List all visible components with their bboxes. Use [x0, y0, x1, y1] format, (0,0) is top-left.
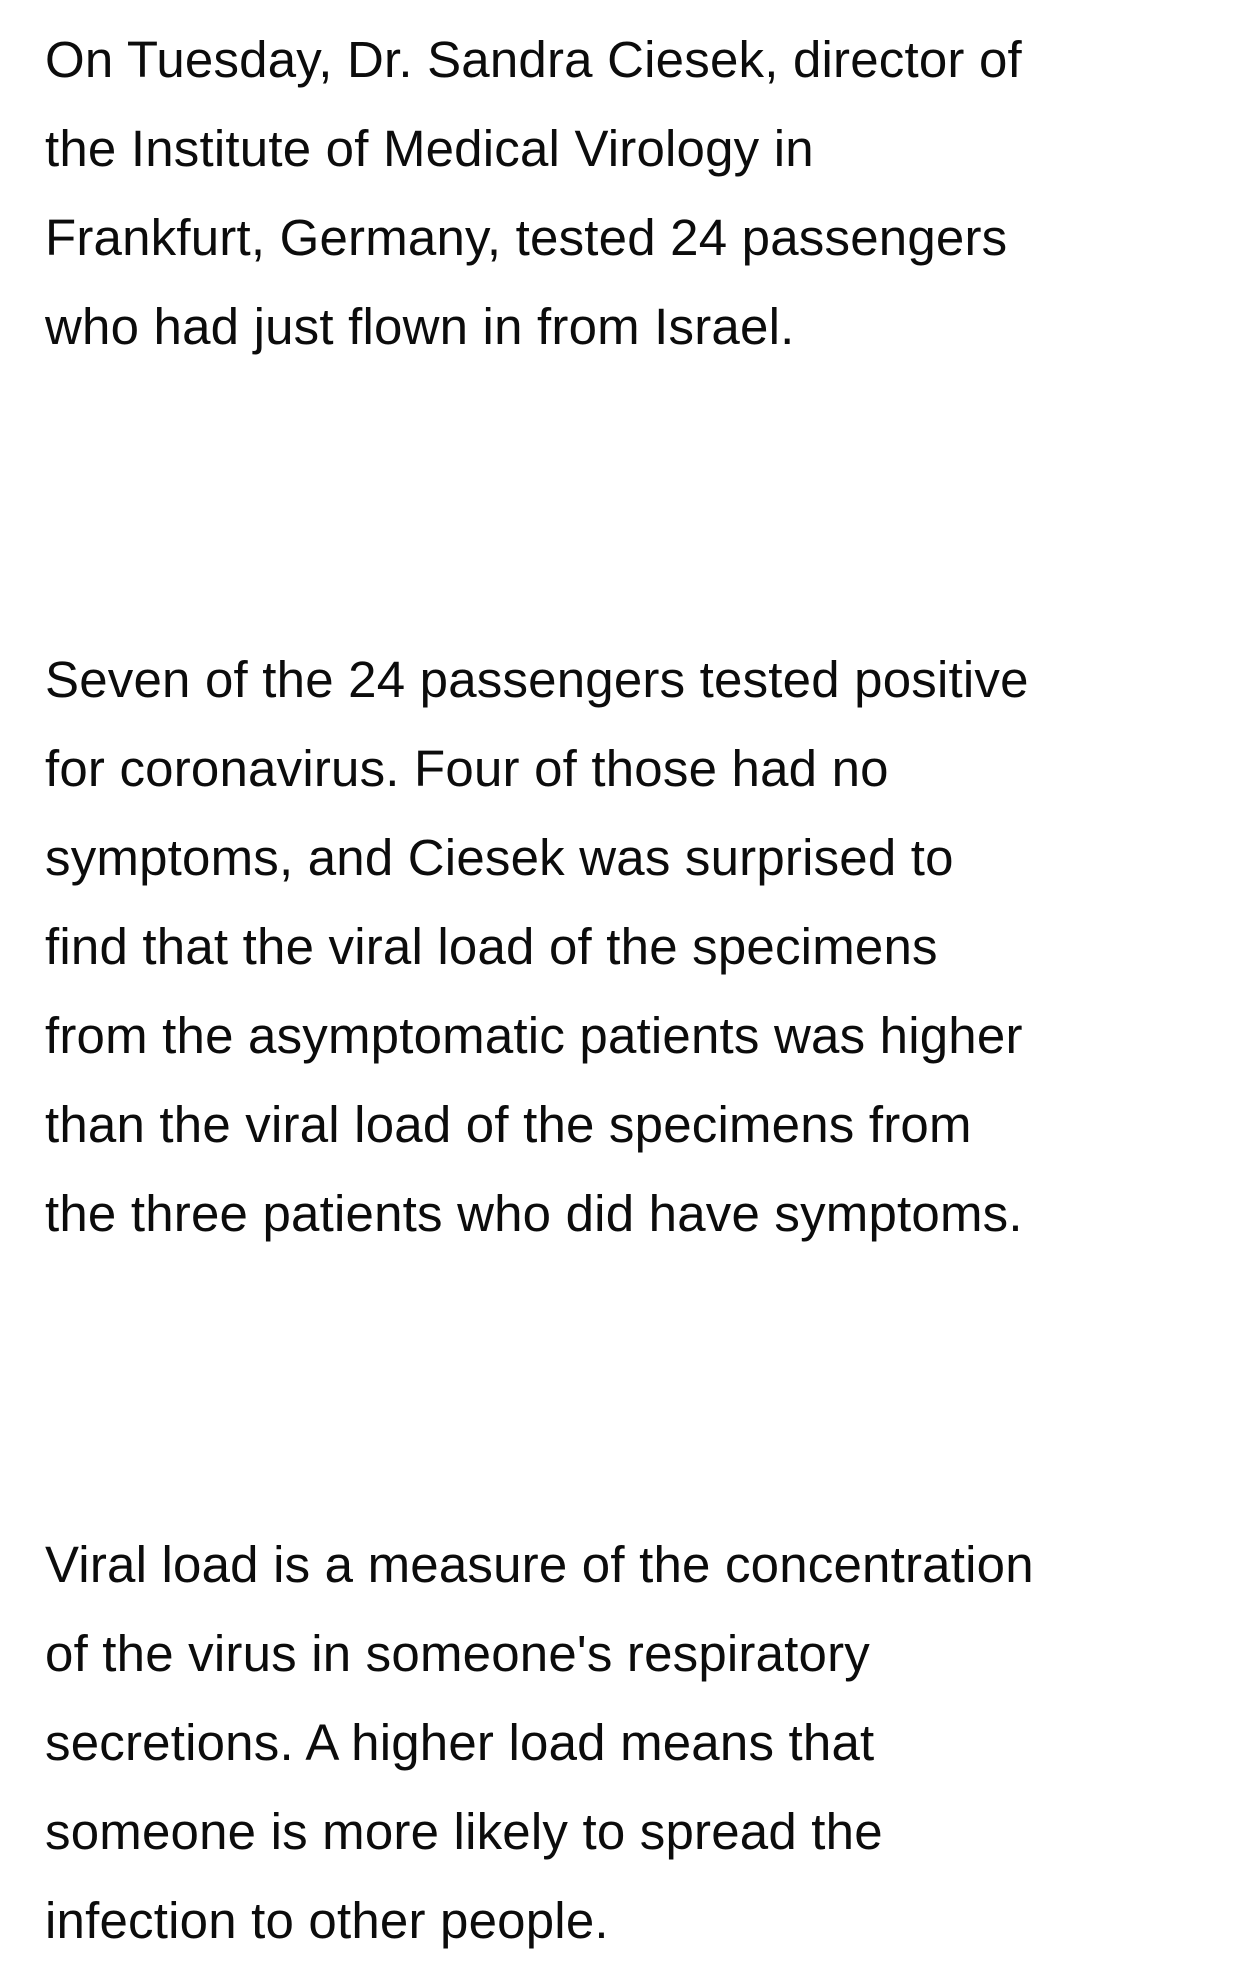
text-line: find that the viral load of the specimens: [45, 918, 938, 975]
text-line: infection to other people.: [45, 1892, 609, 1949]
text-line: Viral load is a measure of the concentration: [45, 1536, 1034, 1593]
text-line: from the asymptomatic patients was higher: [45, 1007, 1023, 1064]
text-line: the Institute of Medical Virology in: [45, 120, 814, 177]
text-line: of the virus in someone's respiratory: [45, 1625, 870, 1682]
text-line: than the viral load of the specimens from: [45, 1096, 972, 1153]
text-line: Frankfurt, Germany, tested 24 passengers: [45, 209, 1008, 266]
paragraph-viral-load-definition: [45, 1520, 1034, 1965]
text-line: who had just flown in from Israel.: [45, 298, 795, 355]
text-line: the three patients who did have symptoms.: [45, 1185, 1023, 1242]
text-line: someone is more likely to spread the: [45, 1803, 883, 1860]
text-line: On Tuesday, Dr. Sandra Ciesek, director of: [45, 31, 1022, 88]
text-line: for coronavirus. Four of those had no: [45, 740, 889, 797]
paragraph-test-results: [45, 635, 1029, 1258]
text-line: secretions. A higher load means that: [45, 1714, 875, 1771]
text-line: Seven of the 24 passengers tested positive: [45, 651, 1029, 708]
text-line: symptoms, and Ciesek was surprised to: [45, 829, 954, 886]
paragraph-ciesek-test: [45, 15, 1022, 371]
